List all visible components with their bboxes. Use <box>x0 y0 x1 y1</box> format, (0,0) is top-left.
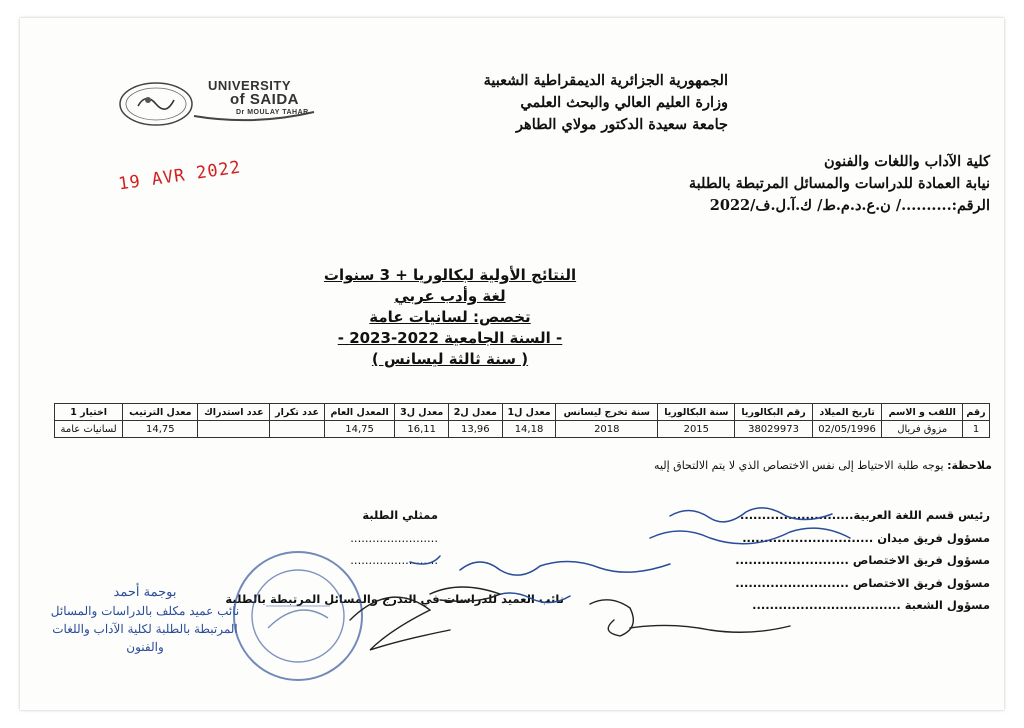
title-line1: النتائج الأولية لبكالوريا + 3 سنوات <box>323 266 577 284</box>
col-bac-year: سنة البكالوريا <box>658 404 735 421</box>
date-stamp: 19 AVR 2022 <box>117 157 243 195</box>
col-repeats: عدد تكرار <box>270 404 324 421</box>
results-table-wrap <box>54 403 990 438</box>
table-header-row <box>55 404 990 421</box>
cell-avg-l1: 14,18 <box>502 421 556 438</box>
header-line3: جامعة سعيدة الدكتور مولاي الطاهر <box>516 116 728 133</box>
handwritten-signatures-icon <box>290 498 930 668</box>
sig-specialty-team-1: مسؤول فريق الاختصاص .......................... <box>735 553 990 567</box>
reference-number: الرقم:........../ ن.ع.د.م.ط/ ك.آ.ل.ف/2022 <box>709 197 990 214</box>
cell-makeups <box>198 421 270 438</box>
cell-avg-l2: 13,96 <box>449 421 503 438</box>
title-line2: لغة وأدب عربي <box>394 287 506 305</box>
cell-name: مزوق فريال <box>882 421 963 438</box>
cell-bac-year: 2015 <box>658 421 735 438</box>
title-specialty: تخصص: لسانيات عامة <box>369 308 531 326</box>
col-avg-l2: معدل ل2 <box>449 404 503 421</box>
cell-license-grad-year: 2018 <box>556 421 658 438</box>
table-row <box>55 421 990 438</box>
results-title-block <box>270 265 630 370</box>
faculty-line2: نيابة العمادة للدراسات والمسائل المرتبطة بالطلبة <box>688 175 990 192</box>
sig-specialty-team-2: مسؤول فريق الاختصاص .......................... <box>735 575 990 590</box>
col-general-avg: المعدل العام <box>324 404 395 421</box>
students-rep-label: ممثلي الطلبة <box>362 508 438 522</box>
col-avg-l3: معدل ل3 <box>395 404 449 421</box>
cell-ranking-avg: 14,75 <box>123 421 198 438</box>
stamp-line2: نائب عميد مكلف بالدراسات والمسائل <box>50 604 240 618</box>
cell-choice1: لسانيات عامة <box>55 421 123 438</box>
logo-line1: UNIVERSITY <box>208 78 292 93</box>
col-bac-number: رقم البكالوريا <box>735 404 812 421</box>
header-line1: الجمهورية الجزائرية الديمقراطية الشعبية <box>483 72 728 89</box>
stamp-line3: المرتبطة بالطلبة لكلية الآداب واللغات <box>52 622 238 636</box>
stamp-name: بوجمة أحمد <box>113 585 177 600</box>
cell-number: 1 <box>963 421 990 438</box>
cell-repeats <box>270 421 324 438</box>
col-number: رقم <box>963 404 990 421</box>
cell-general-avg: 14,75 <box>324 421 395 438</box>
header-line2: وزارة العليم العالي والبحث العلمي <box>520 94 728 111</box>
sig-field-team: مسؤول فريق ميدان .............................. <box>742 530 990 545</box>
logo-line3: Dr MOULAY TAHAR <box>236 109 309 116</box>
dean-deputy-stamp <box>50 584 240 656</box>
sig-branch-head: مسؤول الشعبة .................................. <box>752 598 990 612</box>
stamp-line4: والفنون <box>126 640 164 654</box>
university-logo <box>118 76 318 134</box>
faculty-block <box>430 151 990 217</box>
note-label: ملاحظة: <box>947 459 992 472</box>
note-text: يوجه طلبة الاحتياط إلى نفس الاختصاص الذي لا يتم الالتحاق إليه <box>654 459 944 472</box>
title-level: ( سنة ثالثة ليسانس ) <box>371 350 529 368</box>
col-choice1: اختيار 1 <box>55 404 123 421</box>
col-makeups: عدد استدراك <box>198 404 270 421</box>
col-birthdate: تاريخ الميلاد <box>812 404 882 421</box>
col-avg-l1: معدل ل1 <box>502 404 556 421</box>
col-license-grad-year: سنة تخرج ليسانس <box>556 404 658 421</box>
students-rep-dots1: ........................ <box>350 530 438 545</box>
document-page <box>20 18 1004 710</box>
sig-department-head: رئيس قسم اللغة العربية.......................... <box>739 508 990 522</box>
results-table <box>54 403 990 438</box>
logo-line2: of SAIDA <box>230 91 299 108</box>
cell-avg-l3: 16,11 <box>395 421 449 438</box>
republic-header <box>328 70 728 136</box>
col-ranking-avg: معدل الترتيب <box>123 404 198 421</box>
col-name: اللقب و الاسم <box>882 404 963 421</box>
students-rep-dots2: ........................ <box>350 553 438 567</box>
dean-deputy-title: نائب العميد للدراسات في التدرج والمسائل المرتبطة بالطلبة <box>225 592 564 606</box>
title-academic-year: - السنة الجامعية 2022-2023 - <box>337 329 563 347</box>
cell-birthdate: 02/05/1996 <box>812 421 882 438</box>
faculty-line1: كلية الآداب واللغات والفنون <box>823 153 990 170</box>
note <box>492 459 992 472</box>
cell-bac-number: 38029973 <box>735 421 812 438</box>
